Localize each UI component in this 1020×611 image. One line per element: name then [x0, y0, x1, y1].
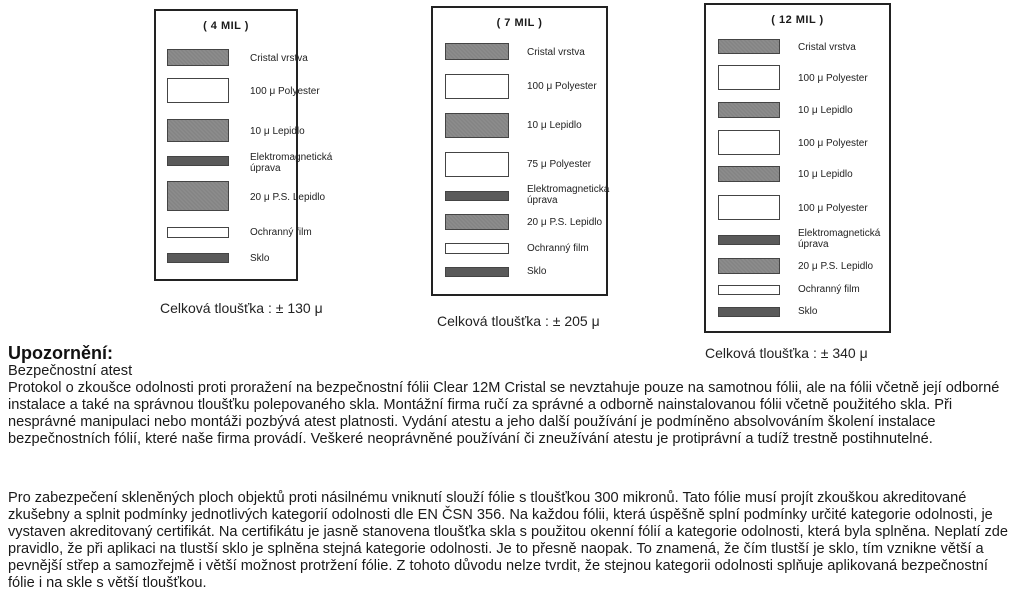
layer-label: 10 μ Lepidlo [798, 105, 853, 116]
layer-label: 75 μ Polyester [527, 159, 592, 170]
layer-swatch [167, 49, 229, 66]
panel-title: ( 12 MIL ) [771, 14, 824, 26]
layer-label: Cristal vrstva [250, 53, 308, 64]
layer-swatch [718, 258, 780, 274]
notice-heading: Upozornění: [8, 343, 113, 363]
layer-label: Elektromagnetická úprava [250, 152, 333, 174]
total-thickness: Celková tloušťka : ± 130 μ [160, 300, 323, 316]
notice-paragraph-2: Pro zabezpečení skleněných ploch objektů proti násilnému vniknutí slouží fólie s tloušťkou 300 mikronů. Tato fólie musí projít zkouškou akreditované zkušebny a splnit podmínky jednotlivých kategorií odolnosti dle EN ČSN 356. Na každou fólii, která úspěšně splní podmínky určité kategorie odolnosti, je vystaven akreditovaný certifikát. Na certifikátu je jasně stanovena tloušťka skla s použitou okenní fólií a kategorie odolnosti, která byla splněna. Neplatí zde pravidlo, že při aplikaci na tlustší sklo je splněna stejná kategorie odolnosti. Je to přesně naopak. To znamená, že čím tlustší je sklo, tím vznikne větší a pevnější střep a samozřejmě i větší možnost protržení fólie. Z tohoto důvodu nelze tvrdit, že stejnou kategorii odolnosti splňuje aplikovaná bezpečnostní fólie i na skle s větší tloušťkou. [8, 490, 1009, 591]
layer-swatch [445, 74, 509, 99]
layer-swatch [718, 39, 780, 54]
layer-label: Elektromagnetická úprava [798, 228, 881, 250]
layer-swatch [445, 43, 509, 60]
layer-label: Sklo [250, 253, 270, 264]
layer-swatch [167, 253, 229, 263]
layer-swatch [445, 152, 509, 177]
total-thickness: Celková tloušťka : ± 205 μ [437, 313, 600, 329]
layer-swatch [718, 285, 780, 295]
layer-swatch [445, 191, 509, 201]
layer-label: 100 μ Polyester [798, 203, 868, 214]
layer-label: Sklo [798, 306, 818, 317]
layer-swatch [167, 78, 229, 103]
layer-label: 100 μ Polyester [527, 81, 597, 92]
layer-swatch [718, 235, 780, 245]
layer-swatch [445, 113, 509, 138]
layer-swatch [718, 307, 780, 317]
layer-label: 10 μ Lepidlo [527, 120, 582, 131]
layer-label: 10 μ Lepidlo [250, 126, 305, 137]
layer-label: 20 μ P.S. Lepidlo [798, 261, 874, 272]
notice-subheading: Bezpečnostní atest [8, 363, 133, 379]
layer-swatch [718, 130, 780, 155]
layer-swatch [718, 102, 780, 118]
layer-label: Ochranný film [527, 243, 589, 254]
panel-7mil [431, 6, 608, 296]
layer-swatch [445, 214, 509, 230]
layer-label: Elektromagnetická úprava [527, 184, 610, 206]
layer-label: Ochranný film [798, 284, 860, 295]
layer-swatch [167, 156, 229, 166]
panel-title: ( 4 MIL ) [203, 20, 249, 32]
layer-label: Ochranný film [250, 227, 312, 238]
layer-swatch [445, 243, 509, 254]
layer-swatch [167, 181, 229, 211]
layer-label: Cristal vrstva [527, 47, 585, 58]
layer-label: Cristal vrstva [798, 42, 856, 53]
layer-label: Sklo [527, 266, 547, 277]
layer-swatch [445, 267, 509, 277]
layer-label: 20 μ P.S. Lepidlo [250, 192, 326, 203]
layer-swatch [718, 65, 780, 90]
layer-swatch [167, 119, 229, 142]
layer-label: 20 μ P.S. Lepidlo [527, 217, 603, 228]
layer-label: 100 μ Polyester [798, 73, 868, 84]
panel-4mil [154, 9, 333, 281]
notice-paragraph-1: Protokol o zkoušce odolnosti proti proražení na bezpečnostní fólii Clear 12M Cristal se nevztahuje pouze na samotnou fólii, ale na fólii včetně její odborné instalace a také na správnou tloušťku polepovaného skla. Montážní firma ručí za správné a odborně nainstalovanou fólii včetně použitého skla. Při nesprávné manipulaci nebo montáži pozbývá atest platnosti. Vydání atestu a jeho další používání je podmíněno absolvováním školení instalace bezpečnostních fólií, které naše firma provádí. Veškeré neoprávněné používání či zneužívání atestu je protiprávní a tudíž trestně postihnutelné. [8, 380, 1000, 447]
layer-label: 100 μ Polyester [798, 138, 868, 149]
panel-12mil [704, 3, 891, 333]
layer-label: 10 μ Lepidlo [798, 169, 853, 180]
panel-title: ( 7 MIL ) [496, 17, 543, 29]
layer-label: 100 μ Polyester [250, 86, 320, 97]
total-thickness: Celková tloušťka : ± 340 μ [705, 345, 868, 361]
layer-swatch [718, 195, 780, 220]
layer-swatch [718, 166, 780, 182]
layer-swatch [167, 227, 229, 238]
